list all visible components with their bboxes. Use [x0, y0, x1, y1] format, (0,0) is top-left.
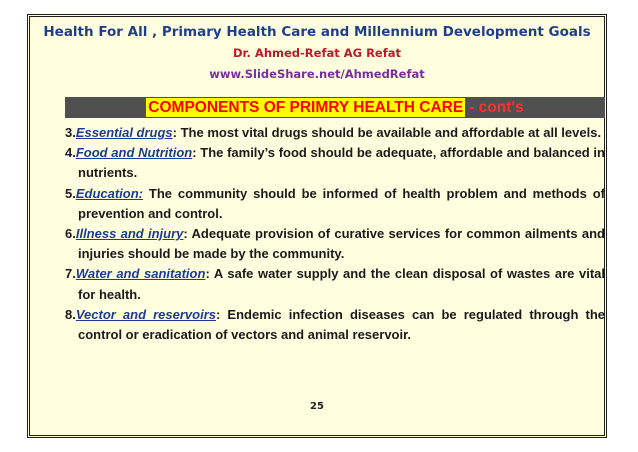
item-text: Adequate provision of curative services for common ailments and injuries should be made by the community. [78, 226, 605, 262]
component-list [65, 123, 605, 345]
page-number: 25 [310, 401, 324, 412]
item-number: 8. [65, 306, 76, 322]
item-term: Food and Nutrition [75, 145, 193, 161]
item-term: Water and sanitation [75, 266, 206, 282]
header-website: www.SlideShare.net/AhmedRefat [209, 67, 425, 81]
item-term: Illness and injury [75, 226, 184, 242]
item-term: Vector and reservoirs [75, 306, 216, 322]
item-separator: : [172, 125, 177, 140]
item-text: The most vital drugs should be available and affordable at all levels. [177, 125, 602, 140]
item-term: Education: [75, 185, 144, 201]
item-separator: : [183, 226, 188, 242]
list-item [65, 143, 605, 183]
section-banner [65, 97, 605, 118]
list-item [65, 305, 605, 345]
list-item [65, 264, 605, 304]
item-text: The family’s food should be adequate, affordable and balanced in nutrients. [78, 145, 605, 181]
item-number: 3. [65, 125, 76, 140]
item-text: A safe water supply and the clean disposal of wastes are vital for health. [78, 266, 605, 302]
banner-suffix: - cont's [469, 98, 524, 116]
item-number: 6. [65, 226, 76, 242]
item-separator: : [216, 306, 221, 322]
item-text: Endemic infection diseases can be regulated through the control or eradication of vectors and animal reservoir. [78, 306, 605, 343]
item-number: 5. [65, 185, 76, 201]
item-number: 4. [65, 145, 76, 161]
list-item [65, 224, 605, 264]
header-author: Dr. Ahmed-Refat AG Refat [232, 46, 401, 60]
slide-page [27, 14, 607, 438]
item-text: The community should be informed of health problem and methods of prevention and control. [78, 185, 605, 221]
item-term: Essential drugs [75, 125, 173, 140]
header-title: Health For All , Primary Health Care and Millennium Development Goals [43, 24, 591, 40]
item-separator: : [192, 145, 197, 161]
list-item [65, 123, 605, 143]
item-number: 7. [65, 266, 76, 282]
banner-title: COMPONENTS OF PRIMRY HEALTH CARE [148, 99, 464, 116]
item-separator: : [205, 266, 210, 282]
list-item [65, 184, 605, 224]
